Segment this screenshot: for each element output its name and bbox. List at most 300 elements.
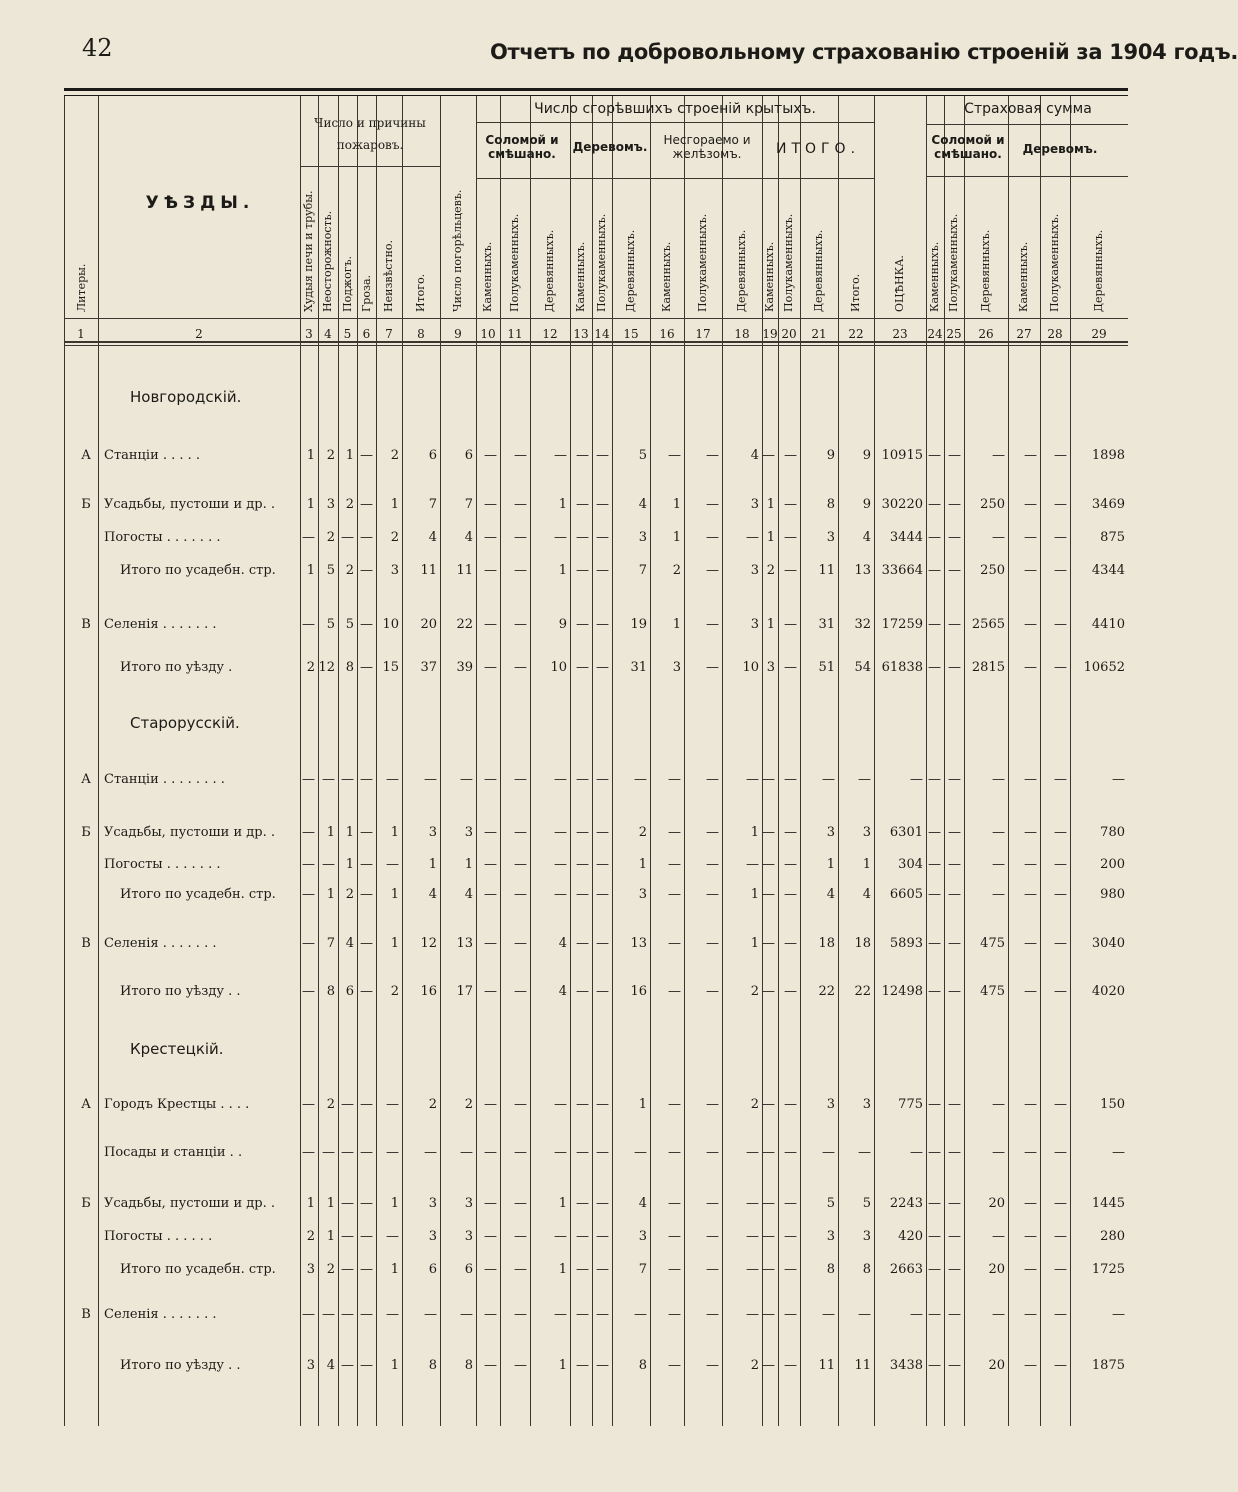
section-title: Старорусскій. xyxy=(130,714,240,732)
row-label: Итого по уѣзду . . xyxy=(120,984,241,999)
table-cell: — xyxy=(668,1358,681,1373)
table-cell: — xyxy=(948,857,961,872)
table-cell: — xyxy=(668,857,681,872)
table-cell: 7 xyxy=(638,1262,647,1277)
table-cell: 12498 xyxy=(881,984,923,999)
column-number: 26 xyxy=(978,327,994,341)
table-cell: 8 xyxy=(638,1358,647,1373)
table-cell: 1 xyxy=(306,497,315,512)
table-cell: — xyxy=(928,1145,941,1160)
table-cell: — xyxy=(322,857,335,872)
grid-vline xyxy=(500,96,501,1426)
table-cell: — xyxy=(484,660,497,675)
table-cell: — xyxy=(341,1262,354,1277)
table-cell: — xyxy=(484,617,497,632)
header-sum-col-2: Деревянныхъ. xyxy=(979,229,992,312)
column-number: 24 xyxy=(927,327,943,341)
grid-vline xyxy=(1070,96,1071,1426)
table-cell: 3438 xyxy=(889,1358,923,1373)
table-cell: — xyxy=(596,1196,609,1211)
table-cell: 6 xyxy=(464,1262,473,1277)
table-cell: — xyxy=(948,1358,961,1373)
table-cell: — xyxy=(1054,617,1067,632)
table-cell: 1 xyxy=(766,617,775,632)
table-cell: 1 xyxy=(390,887,399,902)
table-cell: — xyxy=(596,617,609,632)
row-label: Станціи . . . . . xyxy=(104,448,201,463)
table-cell: — xyxy=(514,448,527,463)
column-number: 8 xyxy=(417,327,425,341)
table-cell: 3 xyxy=(428,1229,437,1244)
table-cell: 54 xyxy=(854,660,871,675)
table-cell: — xyxy=(514,857,527,872)
table-cell: — xyxy=(1024,1262,1037,1277)
table-cell: — xyxy=(746,530,759,545)
table-cell: — xyxy=(484,1145,497,1160)
table-cell: 11 xyxy=(818,1358,835,1373)
table-cell: — xyxy=(762,984,775,999)
table-cell: — xyxy=(360,936,373,951)
table-cell: — xyxy=(514,1358,527,1373)
table-cell: 1 xyxy=(638,857,647,872)
table-cell: 3 xyxy=(464,825,473,840)
table-cell: — xyxy=(341,1307,354,1322)
table-cell: 2 xyxy=(390,530,399,545)
table-cell: 3 xyxy=(826,1097,835,1112)
table-cell: — xyxy=(746,1196,759,1211)
column-number: 21 xyxy=(811,327,827,341)
table-cell: 22 xyxy=(854,984,871,999)
table-cell: — xyxy=(484,936,497,951)
table-cell: — xyxy=(746,1262,759,1277)
table-cell: 20 xyxy=(988,1196,1005,1211)
table-cell: — xyxy=(762,857,775,872)
table-cell: — xyxy=(514,1307,527,1322)
table-cell: 775 xyxy=(898,1097,923,1112)
table-cell: — xyxy=(386,1307,399,1322)
table-cell: — xyxy=(484,1196,497,1211)
table-cell: 2 xyxy=(750,984,759,999)
table-cell: — xyxy=(910,1145,923,1160)
table-cell: 280 xyxy=(1100,1229,1125,1244)
table-cell: — xyxy=(1054,660,1067,675)
table-cell: — xyxy=(596,1145,609,1160)
table-cell: — xyxy=(360,497,373,512)
row-litera: А xyxy=(81,772,91,787)
table-cell: — xyxy=(746,1229,759,1244)
table-cell: — xyxy=(596,1229,609,1244)
table-cell: — xyxy=(928,1358,941,1373)
section-title: Новгородскій. xyxy=(130,388,242,406)
table-cell: 4020 xyxy=(1091,984,1125,999)
table-cell: 200 xyxy=(1100,857,1125,872)
table-cell: — xyxy=(706,530,719,545)
table-cell: — xyxy=(762,1196,775,1211)
table-cell: 1 xyxy=(345,448,354,463)
table-cell: 3 xyxy=(326,497,335,512)
table-cell: — xyxy=(706,660,719,675)
table-cell: 7 xyxy=(326,936,335,951)
column-number: 15 xyxy=(623,327,639,341)
table-cell: — xyxy=(784,1358,797,1373)
row-label: Селенія . . . . . . . xyxy=(104,936,217,951)
table-cell: — xyxy=(634,1307,647,1322)
grid-vline xyxy=(874,96,875,1426)
table-cell: 9 xyxy=(826,448,835,463)
table-cell: — xyxy=(784,857,797,872)
row-label: Итого по усадебн. стр. xyxy=(120,887,276,902)
table-cell: 5 xyxy=(326,617,335,632)
table-cell: 61838 xyxy=(881,660,923,675)
column-number: 25 xyxy=(946,327,962,341)
table-cell: 11 xyxy=(854,1358,871,1373)
table-cell: 30220 xyxy=(881,497,923,512)
table-cell: 420 xyxy=(898,1229,923,1244)
table-cell: — xyxy=(341,530,354,545)
table-cell: — xyxy=(596,984,609,999)
table-cell: 2663 xyxy=(889,1262,923,1277)
table-cell: — xyxy=(1054,936,1067,951)
table-cell: 12 xyxy=(420,936,437,951)
table-cell: — xyxy=(706,984,719,999)
table-cell: 3040 xyxy=(1091,936,1125,951)
table-cell: — xyxy=(668,1262,681,1277)
header-material-1-2: Деревянныхъ. xyxy=(624,229,637,312)
table-cell: — xyxy=(554,1097,567,1112)
table-cell: 4 xyxy=(464,530,473,545)
table-cell: 7 xyxy=(428,497,437,512)
table-cell: 37 xyxy=(420,660,437,675)
grid-vline xyxy=(570,96,571,1426)
table-cell: — xyxy=(1054,984,1067,999)
table-cell: 5 xyxy=(345,617,354,632)
table-cell: — xyxy=(596,448,609,463)
table-cell: — xyxy=(576,660,589,675)
table-cell: — xyxy=(514,1145,527,1160)
table-cell: 10 xyxy=(742,660,759,675)
column-number: 28 xyxy=(1047,327,1063,341)
top-rule-thin xyxy=(64,95,1128,96)
row-litera: Б xyxy=(81,1196,91,1211)
table-cell: — xyxy=(484,530,497,545)
table-cell: — xyxy=(706,1145,719,1160)
row-litera: В xyxy=(81,936,91,951)
header-fire-col-6: Итого. xyxy=(414,273,427,312)
table-cell: 304 xyxy=(898,857,923,872)
table-cell: — xyxy=(706,772,719,787)
table-cell: 1 xyxy=(306,563,315,578)
table-cell: — xyxy=(576,984,589,999)
row-litera: Б xyxy=(81,497,91,512)
table-cell: 2 xyxy=(390,984,399,999)
grid-hline xyxy=(476,122,874,123)
grid-vline xyxy=(722,96,723,1426)
table-cell: 1 xyxy=(390,1358,399,1373)
table-cell: — xyxy=(948,448,961,463)
table-cell: — xyxy=(360,1229,373,1244)
column-number: 10 xyxy=(480,327,496,341)
table-cell: — xyxy=(1024,563,1037,578)
table-cell: 11 xyxy=(818,563,835,578)
table-cell: 3 xyxy=(766,660,775,675)
row-label: Усадьбы, пустоши и др. . xyxy=(104,825,275,840)
table-cell: — xyxy=(341,1358,354,1373)
table-cell: — xyxy=(762,1307,775,1322)
grid-vline xyxy=(440,96,441,1426)
table-cell: — xyxy=(668,448,681,463)
table-cell: — xyxy=(302,825,315,840)
table-cell: 31 xyxy=(630,660,647,675)
table-cell: — xyxy=(576,1307,589,1322)
table-cell: — xyxy=(322,772,335,787)
table-cell: 2 xyxy=(306,660,315,675)
table-cell: — xyxy=(1024,617,1037,632)
table-cell: 3 xyxy=(750,617,759,632)
header-fire-col-5: Неизвѣстно. xyxy=(382,240,395,312)
table-cell: — xyxy=(706,1358,719,1373)
table-cell: — xyxy=(302,772,315,787)
table-cell: — xyxy=(762,1358,775,1373)
table-cell: 4 xyxy=(558,936,567,951)
table-cell: 3 xyxy=(428,825,437,840)
table-cell: — xyxy=(1112,1145,1125,1160)
table-cell: — xyxy=(484,563,497,578)
table-cell: — xyxy=(576,497,589,512)
table-cell: 19 xyxy=(630,617,647,632)
table-cell: — xyxy=(992,448,1005,463)
table-cell: — xyxy=(360,772,373,787)
table-cell: 3 xyxy=(826,530,835,545)
table-cell: — xyxy=(992,772,1005,787)
table-cell: — xyxy=(822,1307,835,1322)
header-fire-col-4: Гроза. xyxy=(359,274,373,312)
page-number: 42 xyxy=(82,34,113,62)
table-cell: 3 xyxy=(638,887,647,902)
table-cell: 3 xyxy=(464,1196,473,1211)
table-cell: — xyxy=(948,1229,961,1244)
table-cell: — xyxy=(1112,772,1125,787)
table-cell: — xyxy=(706,1097,719,1112)
column-number: 27 xyxy=(1016,327,1032,341)
table-cell: — xyxy=(668,1196,681,1211)
table-cell: — xyxy=(302,984,315,999)
table-cell: — xyxy=(514,530,527,545)
table-cell: — xyxy=(762,887,775,902)
table-cell: 2815 xyxy=(971,660,1005,675)
table-cell: 1 xyxy=(766,497,775,512)
table-cell: — xyxy=(484,497,497,512)
table-cell: — xyxy=(746,1145,759,1160)
table-cell: — xyxy=(668,825,681,840)
grid-hline xyxy=(476,178,874,179)
table-cell: — xyxy=(1054,772,1067,787)
table-cell: 2 xyxy=(326,1097,335,1112)
grid-vline xyxy=(838,96,839,1426)
table-cell: 4 xyxy=(428,887,437,902)
table-cell: — xyxy=(668,936,681,951)
row-label: Селенія . . . . . . . xyxy=(104,617,217,632)
table-cell: — xyxy=(948,1196,961,1211)
table-cell: — xyxy=(386,1097,399,1112)
table-cell: 13 xyxy=(630,936,647,951)
table-cell: — xyxy=(1054,448,1067,463)
table-cell: 20 xyxy=(420,617,437,632)
table-cell: — xyxy=(928,617,941,632)
table-cell: — xyxy=(1054,1196,1067,1211)
table-cell: — xyxy=(1024,887,1037,902)
row-label: Городъ Крестцы . . . . xyxy=(104,1097,250,1112)
table-cell: — xyxy=(1054,1229,1067,1244)
row-label: Усадьбы, пустоши и др. . xyxy=(104,1196,275,1211)
header-material-3-0: Каменныхъ. xyxy=(763,241,776,312)
table-cell: — xyxy=(386,772,399,787)
column-number: 3 xyxy=(305,327,313,341)
table-cell: — xyxy=(706,448,719,463)
table-cell: 18 xyxy=(818,936,835,951)
table-cell: 5 xyxy=(638,448,647,463)
table-cell: — xyxy=(1054,887,1067,902)
table-cell: — xyxy=(576,1229,589,1244)
table-cell: 3 xyxy=(750,563,759,578)
table-cell: — xyxy=(484,984,497,999)
table-cell: — xyxy=(992,1307,1005,1322)
table-cell: 250 xyxy=(980,497,1005,512)
table-cell: 1898 xyxy=(1091,448,1125,463)
column-number: 13 xyxy=(573,327,589,341)
table-cell: — xyxy=(576,1196,589,1211)
table-cell: — xyxy=(484,857,497,872)
table-cell: — xyxy=(948,1307,961,1322)
column-number: 6 xyxy=(362,327,371,341)
table-cell: 2 xyxy=(672,563,681,578)
table-cell: — xyxy=(1024,772,1037,787)
table-cell: 475 xyxy=(980,984,1005,999)
table-cell: — xyxy=(386,857,399,872)
table-cell: — xyxy=(484,1262,497,1277)
column-number: 9 xyxy=(454,327,462,341)
table-cell: — xyxy=(706,936,719,951)
table-cell: 6 xyxy=(345,984,354,999)
table-cell: — xyxy=(948,563,961,578)
table-cell: — xyxy=(784,497,797,512)
table-cell: — xyxy=(706,857,719,872)
table-cell: — xyxy=(706,497,719,512)
table-cell: — xyxy=(360,1262,373,1277)
table-cell: — xyxy=(992,825,1005,840)
table-cell: — xyxy=(784,530,797,545)
table-cell: — xyxy=(360,825,373,840)
table-cell: 3 xyxy=(390,563,399,578)
table-cell: 3 xyxy=(672,660,681,675)
table-cell: — xyxy=(576,1262,589,1277)
table-cell: 3 xyxy=(638,1229,647,1244)
table-cell: — xyxy=(514,563,527,578)
table-cell: — xyxy=(928,530,941,545)
table-cell: 3 xyxy=(464,1229,473,1244)
table-cell: 33664 xyxy=(881,563,923,578)
table-cell: — xyxy=(948,887,961,902)
grid-vline xyxy=(300,96,301,1426)
column-number: 5 xyxy=(343,327,352,341)
table-cell: 2 xyxy=(390,448,399,463)
header-material-0-0: Каменныхъ. xyxy=(481,241,494,312)
table-cell: — xyxy=(1024,984,1037,999)
table-cell: — xyxy=(784,1145,797,1160)
table-cell: — xyxy=(822,772,835,787)
table-cell: 22 xyxy=(818,984,835,999)
table-cell: — xyxy=(928,1097,941,1112)
table-cell: — xyxy=(460,1145,473,1160)
table-cell: — xyxy=(576,563,589,578)
table-cell: 1 xyxy=(558,1196,567,1211)
table-cell: — xyxy=(948,530,961,545)
table-cell: — xyxy=(948,660,961,675)
table-cell: 4344 xyxy=(1091,563,1125,578)
table-cell: — xyxy=(928,984,941,999)
table-cell: — xyxy=(576,617,589,632)
table-cell: — xyxy=(576,1358,589,1373)
table-cell: — xyxy=(706,1196,719,1211)
table-cell: 6 xyxy=(428,1262,437,1277)
table-cell: 1 xyxy=(638,1097,647,1112)
table-cell: — xyxy=(360,448,373,463)
column-number: 11 xyxy=(507,327,523,341)
table-cell: — xyxy=(634,772,647,787)
table-cell: — xyxy=(554,448,567,463)
grid-vline xyxy=(64,96,65,1426)
table-cell: — xyxy=(762,448,775,463)
table-cell: — xyxy=(554,857,567,872)
table-cell: — xyxy=(554,825,567,840)
table-cell: 1 xyxy=(390,497,399,512)
table-cell: — xyxy=(596,1097,609,1112)
table-cell: — xyxy=(341,772,354,787)
table-cell: — xyxy=(360,1097,373,1112)
header-material-2-0: Каменныхъ. xyxy=(660,241,673,312)
grid-vline xyxy=(684,96,685,1426)
table-cell: — xyxy=(484,448,497,463)
table-cell: 3 xyxy=(638,530,647,545)
table-cell: — xyxy=(784,448,797,463)
row-litera: А xyxy=(81,1097,91,1112)
table-cell: — xyxy=(668,887,681,902)
grid-vline xyxy=(778,96,779,1426)
column-number: 22 xyxy=(848,327,864,341)
table-cell: 1 xyxy=(390,1262,399,1277)
table-cell: — xyxy=(1054,1358,1067,1373)
table-cell: 12 xyxy=(318,660,335,675)
table-cell: — xyxy=(302,617,315,632)
table-cell: 2 xyxy=(345,887,354,902)
table-cell: 1 xyxy=(326,825,335,840)
table-cell: 2 xyxy=(464,1097,473,1112)
table-cell: — xyxy=(928,448,941,463)
grid-hline xyxy=(926,124,1128,125)
column-number: 18 xyxy=(734,327,750,341)
table-cell: — xyxy=(514,497,527,512)
table-cell: — xyxy=(360,660,373,675)
grid-vline xyxy=(530,96,531,1426)
table-cell: — xyxy=(360,530,373,545)
table-cell: 1445 xyxy=(1091,1196,1125,1211)
table-cell: — xyxy=(784,617,797,632)
table-cell: — xyxy=(784,1097,797,1112)
table-cell: — xyxy=(341,1196,354,1211)
table-cell: — xyxy=(596,825,609,840)
table-cell: 10652 xyxy=(1083,660,1125,675)
table-cell: — xyxy=(514,1262,527,1277)
table-cell: — xyxy=(706,825,719,840)
